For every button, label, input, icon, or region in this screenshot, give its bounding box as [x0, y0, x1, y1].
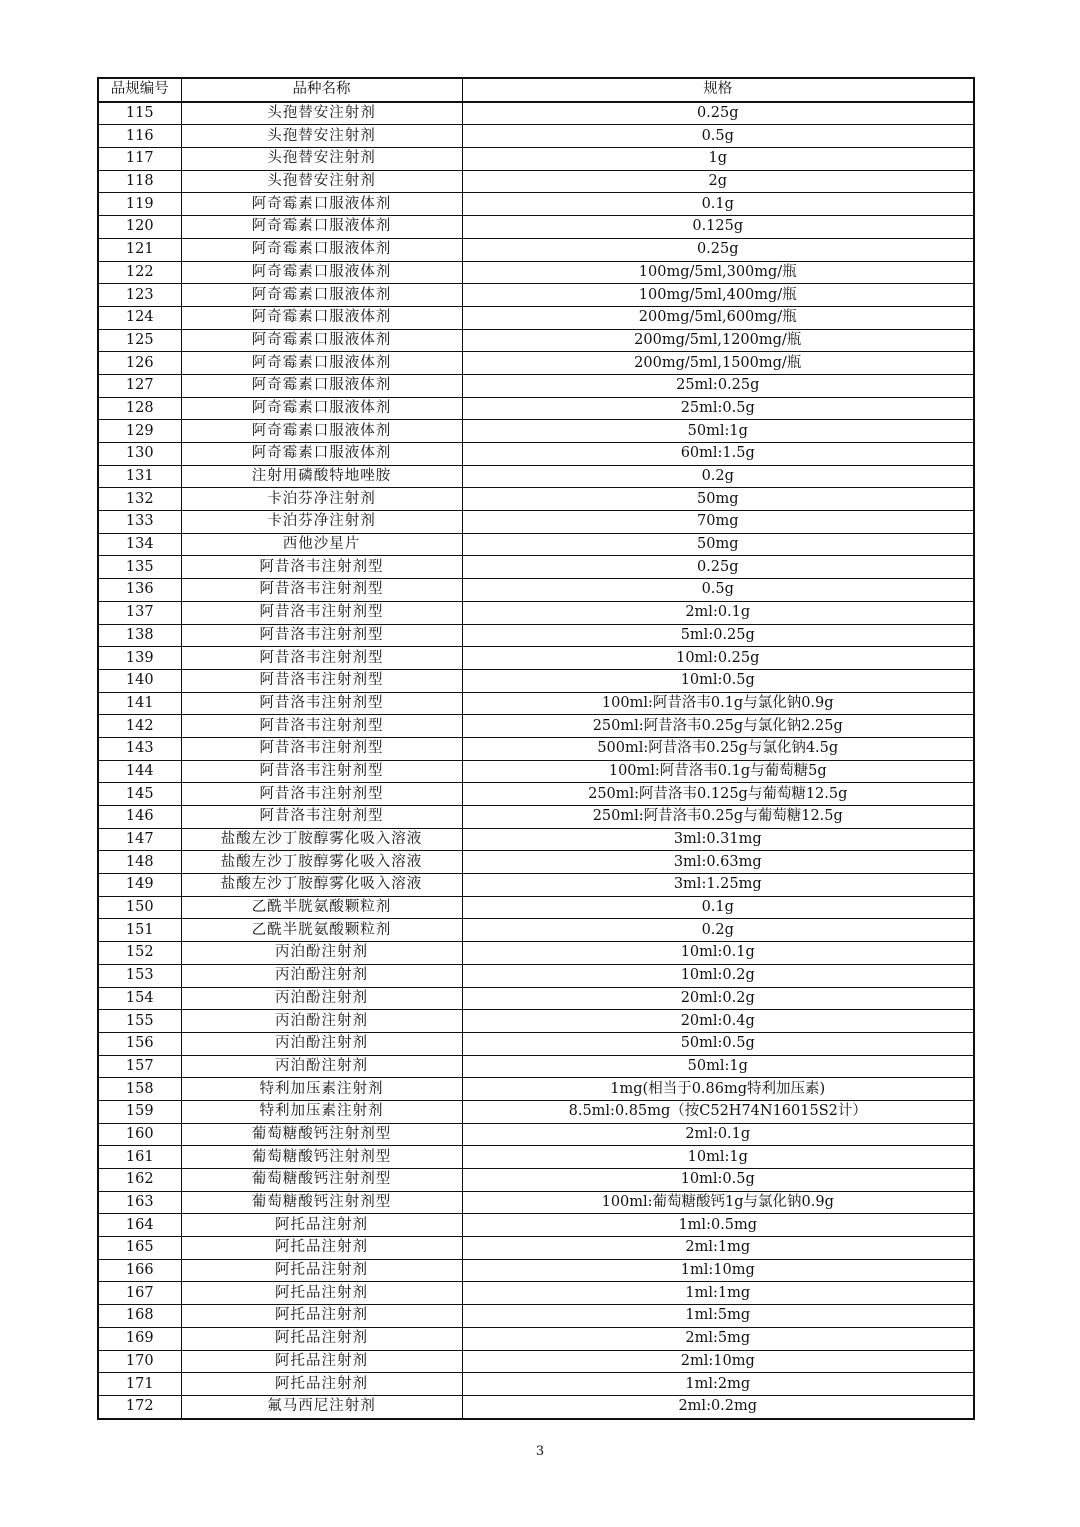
cell-code: 121 — [98, 238, 181, 261]
table-row — [98, 306, 974, 329]
cell-spec: 1ml:10mg — [462, 1259, 974, 1282]
cell-name: 头孢替安注射剂 — [181, 170, 462, 193]
table-row — [98, 579, 974, 602]
cell-spec: 25ml:0.5g — [462, 397, 974, 420]
table-row — [98, 1191, 974, 1214]
table-row — [98, 964, 974, 987]
cell-name: 阿昔洛韦注射剂型 — [181, 624, 462, 647]
table-row — [98, 987, 974, 1010]
cell-name: 特利加压素注射剂 — [181, 1078, 462, 1101]
cell-spec: 100mg/5ml,300mg/瓶 — [462, 261, 974, 284]
cell-code: 172 — [98, 1395, 181, 1418]
header-name: 品种名称 — [181, 78, 462, 102]
cell-code: 158 — [98, 1078, 181, 1101]
cell-spec: 250ml:阿昔洛韦0.25g与氯化钠2.25g — [462, 715, 974, 738]
table-row — [98, 374, 974, 397]
table-row — [98, 1237, 974, 1260]
table-row — [98, 806, 974, 829]
cell-code: 117 — [98, 148, 181, 171]
cell-spec: 200mg/5ml,1500mg/瓶 — [462, 352, 974, 375]
cell-spec: 10ml:1g — [462, 1146, 974, 1169]
cell-spec: 100mg/5ml,400mg/瓶 — [462, 284, 974, 307]
table-row — [98, 329, 974, 352]
table-row — [98, 193, 974, 216]
cell-spec: 20ml:0.2g — [462, 987, 974, 1010]
cell-code: 123 — [98, 284, 181, 307]
table-row — [98, 942, 974, 965]
cell-name: 阿奇霉素口服液体剂 — [181, 443, 462, 466]
cell-spec: 3ml:1.25mg — [462, 874, 974, 897]
cell-code: 148 — [98, 851, 181, 874]
table-row — [98, 828, 974, 851]
cell-spec: 2ml:0.1g — [462, 1123, 974, 1146]
page-number: 3 — [535, 1444, 545, 1459]
cell-name: 阿托品注射剂 — [181, 1350, 462, 1373]
cell-code: 151 — [98, 919, 181, 942]
cell-spec: 0.5g — [462, 579, 974, 602]
cell-spec: 3ml:0.31mg — [462, 828, 974, 851]
cell-spec: 0.1g — [462, 193, 974, 216]
table-row — [98, 533, 974, 556]
cell-name: 注射用磷酸特地唑胺 — [181, 465, 462, 488]
header-code: 品规编号 — [98, 78, 181, 102]
cell-name: 葡萄糖酸钙注射剂型 — [181, 1191, 462, 1214]
cell-code: 133 — [98, 511, 181, 534]
cell-name: 阿奇霉素口服液体剂 — [181, 352, 462, 375]
cell-name: 盐酸左沙丁胺醇雾化吸入溶液 — [181, 851, 462, 874]
table-row — [98, 1350, 974, 1373]
table-row — [98, 443, 974, 466]
table-row — [98, 1169, 974, 1192]
cell-name: 丙泊酚注射剂 — [181, 1032, 462, 1055]
cell-code: 125 — [98, 329, 181, 352]
cell-name: 乙酰半胱氨酸颗粒剂 — [181, 919, 462, 942]
cell-name: 阿奇霉素口服液体剂 — [181, 397, 462, 420]
cell-code: 139 — [98, 647, 181, 670]
cell-code: 140 — [98, 669, 181, 692]
cell-name: 阿昔洛韦注射剂型 — [181, 760, 462, 783]
table-row — [98, 874, 974, 897]
cell-code: 141 — [98, 692, 181, 715]
cell-code: 154 — [98, 987, 181, 1010]
cell-name: 阿奇霉素口服液体剂 — [181, 420, 462, 443]
cell-code: 166 — [98, 1259, 181, 1282]
table-row — [98, 238, 974, 261]
table-row — [98, 919, 974, 942]
cell-name: 阿托品注射剂 — [181, 1259, 462, 1282]
cell-code: 164 — [98, 1214, 181, 1237]
cell-code: 128 — [98, 397, 181, 420]
table-row — [98, 125, 974, 148]
cell-name: 头孢替安注射剂 — [181, 148, 462, 171]
cell-spec: 200mg/5ml,1200mg/瓶 — [462, 329, 974, 352]
cell-spec: 20ml:0.4g — [462, 1010, 974, 1033]
cell-spec: 50ml:1g — [462, 420, 974, 443]
cell-name: 头孢替安注射剂 — [181, 102, 462, 125]
cell-code: 171 — [98, 1373, 181, 1396]
cell-code: 152 — [98, 942, 181, 965]
cell-code: 137 — [98, 601, 181, 624]
cell-name: 盐酸左沙丁胺醇雾化吸入溶液 — [181, 874, 462, 897]
cell-name: 阿奇霉素口服液体剂 — [181, 261, 462, 284]
cell-name: 卡泊芬净注射剂 — [181, 511, 462, 534]
cell-name: 乙酰半胱氨酸颗粒剂 — [181, 896, 462, 919]
cell-code: 142 — [98, 715, 181, 738]
cell-spec: 1g — [462, 148, 974, 171]
cell-name: 阿奇霉素口服液体剂 — [181, 216, 462, 239]
table-row — [98, 737, 974, 760]
cell-code: 136 — [98, 579, 181, 602]
cell-spec: 60ml:1.5g — [462, 443, 974, 466]
cell-spec: 0.125g — [462, 216, 974, 239]
table-row — [98, 896, 974, 919]
table-row — [98, 397, 974, 420]
cell-name: 头孢替安注射剂 — [181, 125, 462, 148]
cell-spec: 2ml:0.2mg — [462, 1395, 974, 1418]
cell-name: 氟马西尼注射剂 — [181, 1395, 462, 1418]
cell-code: 167 — [98, 1282, 181, 1305]
cell-name: 阿托品注射剂 — [181, 1305, 462, 1328]
table-row — [98, 601, 974, 624]
cell-name: 阿昔洛韦注射剂型 — [181, 783, 462, 806]
cell-name: 阿托品注射剂 — [181, 1282, 462, 1305]
table-row — [98, 556, 974, 579]
cell-name: 丙泊酚注射剂 — [181, 1010, 462, 1033]
cell-spec: 1ml:2mg — [462, 1373, 974, 1396]
cell-spec: 0.1g — [462, 896, 974, 919]
cell-name: 阿托品注射剂 — [181, 1373, 462, 1396]
cell-name: 阿奇霉素口服液体剂 — [181, 238, 462, 261]
table-row — [98, 1259, 974, 1282]
cell-code: 162 — [98, 1169, 181, 1192]
cell-spec: 10ml:0.5g — [462, 1169, 974, 1192]
cell-spec: 50ml:1g — [462, 1055, 974, 1078]
table-row — [98, 669, 974, 692]
cell-name: 阿奇霉素口服液体剂 — [181, 374, 462, 397]
table-row — [98, 465, 974, 488]
cell-spec: 0.25g — [462, 238, 974, 261]
cell-code: 122 — [98, 261, 181, 284]
cell-code: 120 — [98, 216, 181, 239]
table-row — [98, 1055, 974, 1078]
cell-spec: 8.5ml:0.85mg（按C52H74N16015S2计） — [462, 1100, 974, 1123]
cell-spec: 200mg/5ml,600mg/瓶 — [462, 306, 974, 329]
cell-code: 135 — [98, 556, 181, 579]
cell-name: 阿奇霉素口服液体剂 — [181, 306, 462, 329]
table-row — [98, 1010, 974, 1033]
cell-name: 阿昔洛韦注射剂型 — [181, 669, 462, 692]
table-row — [98, 261, 974, 284]
cell-spec: 2ml:1mg — [462, 1237, 974, 1260]
cell-spec: 2g — [462, 170, 974, 193]
cell-code: 165 — [98, 1237, 181, 1260]
cell-code: 156 — [98, 1032, 181, 1055]
cell-code: 124 — [98, 306, 181, 329]
table-row — [98, 352, 974, 375]
cell-spec: 10ml:0.25g — [462, 647, 974, 670]
cell-spec: 250ml:阿昔洛韦0.25g与葡萄糖12.5g — [462, 806, 974, 829]
cell-name: 葡萄糖酸钙注射剂型 — [181, 1146, 462, 1169]
cell-name: 特利加压素注射剂 — [181, 1100, 462, 1123]
cell-spec: 0.25g — [462, 556, 974, 579]
cell-code: 130 — [98, 443, 181, 466]
cell-name: 盐酸左沙丁胺醇雾化吸入溶液 — [181, 828, 462, 851]
cell-code: 160 — [98, 1123, 181, 1146]
cell-spec: 0.5g — [462, 125, 974, 148]
table-row — [98, 216, 974, 239]
cell-spec: 0.2g — [462, 919, 974, 942]
table-row — [98, 1032, 974, 1055]
cell-name: 阿昔洛韦注射剂型 — [181, 579, 462, 602]
table-row — [98, 692, 974, 715]
cell-code: 161 — [98, 1146, 181, 1169]
cell-name: 阿托品注射剂 — [181, 1237, 462, 1260]
cell-name: 葡萄糖酸钙注射剂型 — [181, 1169, 462, 1192]
cell-spec: 10ml:0.2g — [462, 964, 974, 987]
table-row — [98, 760, 974, 783]
cell-code: 115 — [98, 102, 181, 125]
table-row — [98, 1282, 974, 1305]
table-body — [98, 102, 974, 1419]
cell-spec: 10ml:0.1g — [462, 942, 974, 965]
table-row — [98, 1100, 974, 1123]
cell-spec: 2ml:10mg — [462, 1350, 974, 1373]
cell-spec: 2ml:5mg — [462, 1327, 974, 1350]
cell-name: 阿托品注射剂 — [181, 1327, 462, 1350]
table-row — [98, 1123, 974, 1146]
cell-code: 116 — [98, 125, 181, 148]
cell-spec: 0.25g — [462, 102, 974, 125]
table-row — [98, 851, 974, 874]
table-row — [98, 1395, 974, 1418]
cell-spec: 100ml:阿昔洛韦0.1g与氯化钠0.9g — [462, 692, 974, 715]
table-row — [98, 1327, 974, 1350]
cell-name: 阿托品注射剂 — [181, 1214, 462, 1237]
cell-name: 丙泊酚注射剂 — [181, 987, 462, 1010]
table-row — [98, 284, 974, 307]
cell-code: 147 — [98, 828, 181, 851]
table-row — [98, 647, 974, 670]
cell-code: 157 — [98, 1055, 181, 1078]
cell-spec: 2ml:0.1g — [462, 601, 974, 624]
cell-spec: 70mg — [462, 511, 974, 534]
cell-spec: 0.2g — [462, 465, 974, 488]
cell-code: 155 — [98, 1010, 181, 1033]
cell-name: 卡泊芬净注射剂 — [181, 488, 462, 511]
cell-spec: 5ml:0.25g — [462, 624, 974, 647]
cell-code: 129 — [98, 420, 181, 443]
cell-name: 阿奇霉素口服液体剂 — [181, 193, 462, 216]
table-row — [98, 148, 974, 171]
cell-name: 丙泊酚注射剂 — [181, 964, 462, 987]
header-spec: 规格 — [462, 78, 974, 102]
table-row — [98, 1078, 974, 1101]
cell-code: 134 — [98, 533, 181, 556]
cell-spec: 1ml:5mg — [462, 1305, 974, 1328]
cell-code: 131 — [98, 465, 181, 488]
cell-spec: 100ml:阿昔洛韦0.1g与葡萄糖5g — [462, 760, 974, 783]
cell-name: 阿昔洛韦注射剂型 — [181, 806, 462, 829]
cell-spec: 10ml:0.5g — [462, 669, 974, 692]
cell-name: 葡萄糖酸钙注射剂型 — [181, 1123, 462, 1146]
table-row — [98, 1305, 974, 1328]
table-row — [98, 715, 974, 738]
cell-spec: 1ml:1mg — [462, 1282, 974, 1305]
table-row — [98, 420, 974, 443]
cell-code: 168 — [98, 1305, 181, 1328]
cell-code: 119 — [98, 193, 181, 216]
cell-code: 143 — [98, 737, 181, 760]
cell-code: 146 — [98, 806, 181, 829]
table-row — [98, 102, 974, 125]
cell-code: 149 — [98, 874, 181, 897]
cell-name: 阿昔洛韦注射剂型 — [181, 737, 462, 760]
table-row — [98, 1146, 974, 1169]
cell-code: 118 — [98, 170, 181, 193]
cell-name: 阿奇霉素口服液体剂 — [181, 284, 462, 307]
cell-spec: 3ml:0.63mg — [462, 851, 974, 874]
cell-name: 阿昔洛韦注射剂型 — [181, 692, 462, 715]
table-row — [98, 624, 974, 647]
cell-spec: 50mg — [462, 533, 974, 556]
cell-code: 126 — [98, 352, 181, 375]
cell-name: 丙泊酚注射剂 — [181, 942, 462, 965]
cell-name: 阿昔洛韦注射剂型 — [181, 647, 462, 670]
cell-spec: 1ml:0.5mg — [462, 1214, 974, 1237]
cell-code: 145 — [98, 783, 181, 806]
cell-spec: 250ml:阿昔洛韦0.125g与葡萄糖12.5g — [462, 783, 974, 806]
cell-code: 153 — [98, 964, 181, 987]
table-row — [98, 1373, 974, 1396]
cell-spec: 500ml:阿昔洛韦0.25g与氯化钠4.5g — [462, 737, 974, 760]
table-row — [98, 170, 974, 193]
cell-spec: 1mg(相当于0.86mg特利加压素) — [462, 1078, 974, 1101]
cell-name: 阿昔洛韦注射剂型 — [181, 601, 462, 624]
table-row — [98, 511, 974, 534]
cell-code: 169 — [98, 1327, 181, 1350]
cell-code: 159 — [98, 1100, 181, 1123]
cell-spec: 50mg — [462, 488, 974, 511]
cell-spec: 50ml:0.5g — [462, 1032, 974, 1055]
cell-code: 163 — [98, 1191, 181, 1214]
cell-spec: 25ml:0.25g — [462, 374, 974, 397]
table-header-row — [98, 78, 974, 102]
cell-name: 阿奇霉素口服液体剂 — [181, 329, 462, 352]
cell-spec: 100ml:葡萄糖酸钙1g与氯化钠0.9g — [462, 1191, 974, 1214]
cell-code: 127 — [98, 374, 181, 397]
cell-code: 150 — [98, 896, 181, 919]
cell-name: 阿昔洛韦注射剂型 — [181, 715, 462, 738]
cell-name: 丙泊酚注射剂 — [181, 1055, 462, 1078]
cell-code: 138 — [98, 624, 181, 647]
cell-name: 阿昔洛韦注射剂型 — [181, 556, 462, 579]
drug-spec-table — [97, 77, 975, 1420]
cell-name: 西他沙星片 — [181, 533, 462, 556]
cell-code: 132 — [98, 488, 181, 511]
table-row — [98, 783, 974, 806]
cell-code: 144 — [98, 760, 181, 783]
table-row — [98, 1214, 974, 1237]
cell-code: 170 — [98, 1350, 181, 1373]
table-row — [98, 488, 974, 511]
